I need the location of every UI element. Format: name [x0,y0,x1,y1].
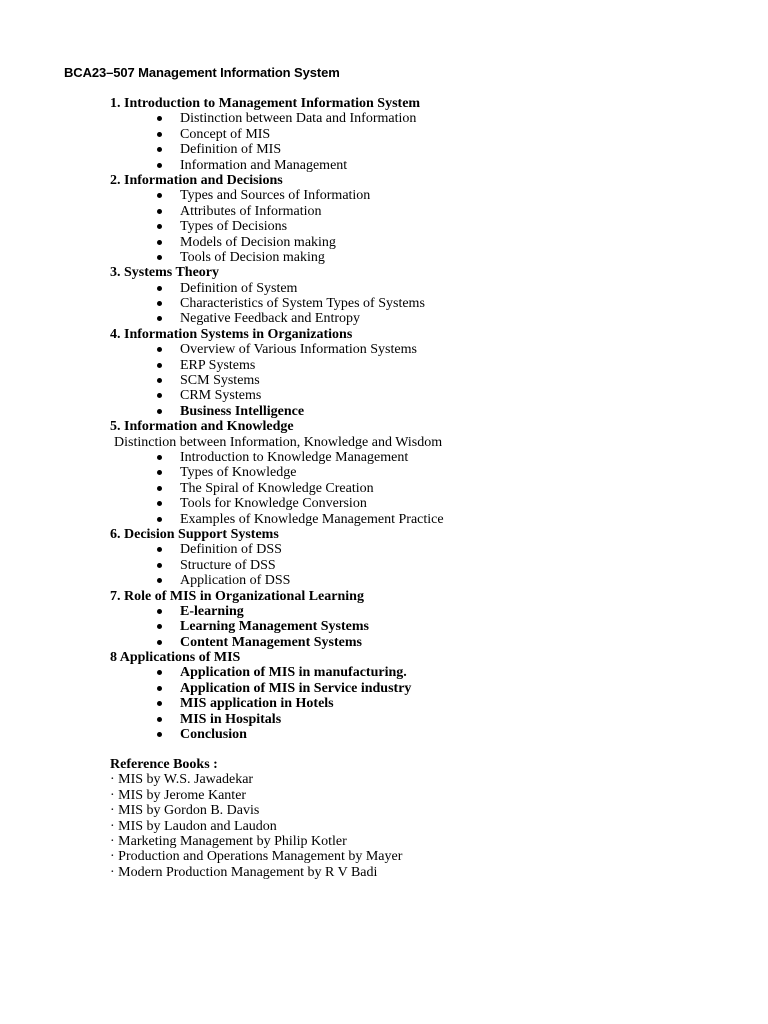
topic-item [110,388,444,403]
topic-item [110,665,444,680]
topic-item [110,450,444,465]
document-title: BCA23–507 Management Information System [64,65,340,80]
topic-item [110,111,444,126]
bullet-icon [157,486,162,491]
topic-text: Tools of Decision making [180,249,325,265]
topic-text: Application of DSS [180,573,291,589]
bullet-icon [157,470,162,475]
topic-text: Application of MIS in manufacturing. [180,665,407,681]
reference-item: · Production and Operations Management by Mayer [110,849,403,865]
topic-text: Definition of MIS [180,142,282,158]
topic-text: SCM Systems [180,373,260,389]
topic-text: Overview of Various Information Systems [180,342,417,358]
section-note: Distinction between Information, Knowledge and Wisdom [114,434,443,450]
topic-text: E-learning [180,603,244,619]
topic-text: Business Intelligence [180,403,305,419]
reference-books-list [110,772,402,880]
bullet-icon [157,224,162,229]
bullet-icon [157,316,162,321]
bullet-icon [157,132,162,137]
topic-item [110,158,444,173]
section-heading: 4. Information Systems in Organizations [110,326,353,342]
topic-list [110,188,444,265]
bullet-icon [157,163,162,168]
topic-text: Introduction to Knowledge Management [180,449,409,465]
bullet-icon [157,686,162,691]
reference-books-heading: Reference Books : [110,757,218,772]
topic-item [110,681,444,696]
syllabus-outline [110,96,444,742]
section-heading: 2. Information and Decisions [110,172,283,188]
topic-text: Types of Knowledge [180,465,297,481]
section-heading: 7. Role of MIS in Organizational Learning [110,588,364,604]
reference-item: · MIS by W.S. Jawadekar [110,772,254,788]
topic-item [110,219,444,234]
bullet-icon [157,255,162,260]
topic-text: Content Management Systems [180,634,362,650]
syllabus-section [110,650,444,742]
topic-text: Information and Management [180,157,348,173]
bullet-icon [157,547,162,552]
topic-item [110,573,444,588]
topic-item [110,404,444,419]
section-heading: 5. Information and Knowledge [110,419,294,435]
topic-item [110,635,444,650]
bullet-icon [157,393,162,398]
topic-item [110,281,444,296]
topic-list [110,111,444,173]
bullet-icon [157,732,162,737]
topic-item [110,311,444,326]
topic-item [110,235,444,250]
bullet-icon [157,501,162,506]
syllabus-section [110,96,444,173]
topic-text: Definition of DSS [180,542,282,558]
topic-text: Types of Decisions [180,219,288,235]
syllabus-section [110,173,444,265]
bullet-icon [157,147,162,152]
topic-text: Models of Decision making [180,234,336,250]
section-heading: 3. Systems Theory [110,265,220,281]
syllabus-section [110,419,444,527]
topic-list [110,450,444,527]
topic-item [110,358,444,373]
topic-text: MIS in Hospitals [180,711,282,727]
topic-list [110,665,444,742]
topic-text: Distinction between Data and Information [180,111,417,127]
topic-item [110,142,444,157]
topic-item [110,727,444,742]
topic-item [110,619,444,634]
topic-item [110,512,444,527]
bullet-icon [157,116,162,121]
topic-item [110,204,444,219]
topic-text: CRM Systems [180,388,262,404]
bullet-icon [157,517,162,522]
bullet-icon [157,193,162,198]
syllabus-section [110,589,444,651]
reference-item: · Marketing Management by Philip Kotler [110,833,347,849]
topic-list [110,281,444,327]
bullet-icon [157,378,162,383]
topic-text: Concept of MIS [180,126,271,142]
syllabus-section [110,527,444,589]
syllabus-section [110,327,444,419]
bullet-icon [157,455,162,460]
topic-text: Types and Sources of Information [180,188,371,204]
reference-item: · MIS by Jerome Kanter [110,787,247,803]
topic-item [110,604,444,619]
bullet-icon [157,578,162,583]
reference-item: · MIS by Laudon and Laudon [110,818,277,834]
bullet-icon [157,624,162,629]
reference-item: · Modern Production Management by R V Badi [110,864,378,880]
topic-item [110,250,444,265]
bullet-icon [157,409,162,414]
topic-item [110,696,444,711]
topic-text: Tools for Knowledge Conversion [180,496,367,512]
topic-item [110,481,444,496]
topic-item [110,496,444,511]
topic-text: Learning Management Systems [180,619,369,635]
bullet-icon [157,717,162,722]
topic-item [110,542,444,557]
reference-item: · MIS by Gordon B. Davis [110,803,260,819]
section-heading: 8 Applications of MIS [110,650,241,666]
reference-books [110,757,402,880]
topic-text: ERP Systems [180,357,256,373]
bullet-icon [157,209,162,214]
topic-item [110,558,444,573]
topic-item [110,373,444,388]
topic-item [110,127,444,142]
topic-item [110,465,444,480]
bullet-icon [157,347,162,352]
bullet-icon [157,640,162,645]
topic-list [110,542,444,588]
topic-item [110,296,444,311]
section-heading: 1. Introduction to Management Information System [110,96,421,111]
topic-text: Characteristics of System Types of Systems [180,296,425,312]
topic-text: Attributes of Information [180,203,322,219]
topic-text: Examples of Knowledge Management Practice [180,511,444,527]
topic-text: Conclusion [180,727,247,743]
bullet-icon [157,301,162,306]
bullet-icon [157,701,162,706]
topic-list [110,604,444,650]
topic-list [110,342,444,419]
bullet-icon [157,563,162,568]
topic-item [110,188,444,203]
bullet-icon [157,286,162,291]
topic-text: Application of MIS in Service industry [180,680,412,696]
topic-item [110,712,444,727]
bullet-icon [157,363,162,368]
bullet-icon [157,609,162,614]
topic-text: The Spiral of Knowledge Creation [180,480,374,496]
syllabus-section [110,265,444,327]
topic-item [110,342,444,357]
topic-text: Negative Feedback and Entropy [180,311,360,327]
section-heading: 6. Decision Support Systems [110,526,279,542]
topic-text: Structure of DSS [180,557,276,573]
topic-text: Definition of System [180,280,298,296]
bullet-icon [157,240,162,245]
bullet-icon [157,670,162,675]
topic-text: MIS application in Hotels [180,696,334,712]
